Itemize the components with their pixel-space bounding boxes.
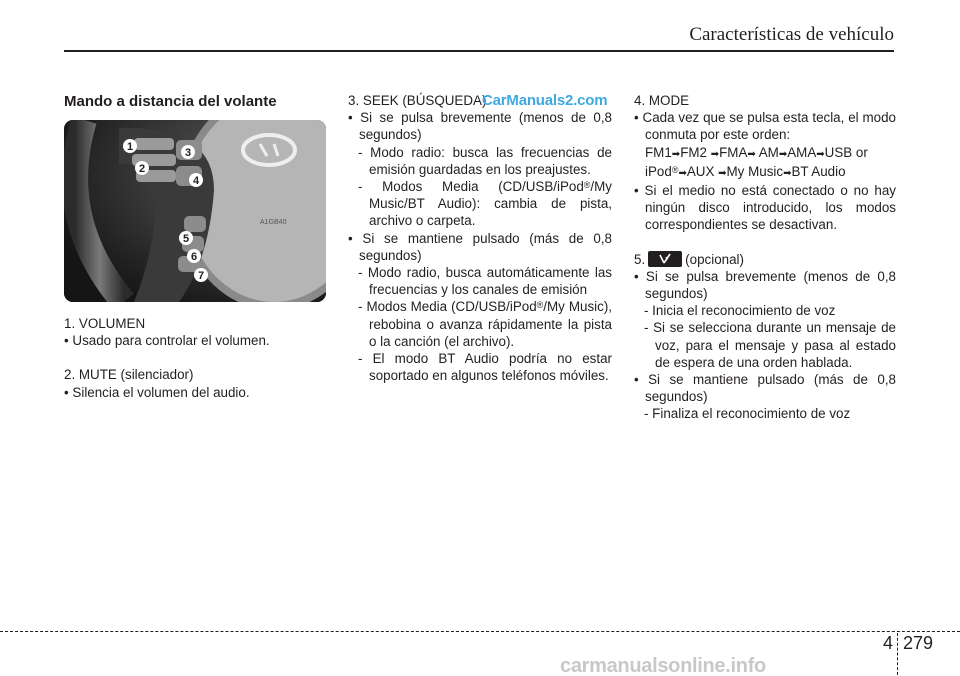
- column-2: [348, 92, 612, 384]
- item-1-bullet: • Usado para controlar el volumen.: [64, 333, 270, 349]
- steering-wheel-illustration: [64, 120, 326, 302]
- item-2-bullet: • Silencia el volumen del audio.: [64, 384, 250, 400]
- item-5-heading: 5. (opcional): [634, 251, 744, 267]
- item-3-sub-radio: - Modo radio: busca las frecuencias de emisión guardadas en los preajustes.: [358, 144, 612, 177]
- item-3-bullet-short-press: • Si se pulsa brevemente (menos de 0,8 segundos): [348, 110, 612, 143]
- spacer: [64, 349, 326, 366]
- item-5-sub-end: - Finaliza el reconocimiento de voz: [644, 406, 851, 422]
- registered-mark: ®: [671, 164, 679, 175]
- item-3-sub-media: - Modos Media (CD/USB/iPod®/My Music/BT Audio): cambia de pista, archivo o carpeta.: [358, 179, 612, 229]
- steering-wheel-photo: [64, 120, 326, 302]
- item-3-heading: 3. SEEK (BÚSQUEDA): [348, 93, 487, 108]
- item-2-heading: 2. MUTE (silenciador): [64, 367, 194, 383]
- column-1: [64, 92, 326, 401]
- item-1-heading: 1. VOLUMEN: [64, 316, 146, 331]
- page-separator: [897, 633, 898, 675]
- column-3: [634, 92, 896, 423]
- item-3-sub-radio-auto: - Modo radio, busca automáticamente las frecuencias y los canales de emisión: [358, 265, 612, 298]
- registered-mark: ®: [583, 180, 591, 191]
- callout-2: 2: [138, 163, 146, 175]
- item-4-bullet-cycle: • Cada vez que se pulsa esta tecla, el modo conmuta por este orden:: [634, 110, 896, 143]
- registered-mark: ®: [536, 300, 544, 311]
- voice-recognition-icon: [648, 251, 682, 267]
- chapter-number: 4: [883, 633, 894, 653]
- section-title: Mando a distancia del volante: [64, 93, 277, 110]
- watermark-top: CarManuals2.com: [482, 92, 608, 109]
- item-4-heading: 4. MODE: [634, 93, 690, 108]
- mode-sequence: FM1➡FM2 ➡FMA➡ AM➡AMA➡USB or iPod®➡AUX ➡My Music➡BT Audio: [645, 144, 868, 179]
- callout-7: 7: [197, 270, 205, 282]
- watermark-bottom: carmanualsonline.info: [560, 655, 766, 676]
- item-3-sub-media-rewind: - Modos Media (CD/USB/iPod®/My Music), rebobina o avanza rápidamente la pista o la canción (el archivo).: [358, 299, 612, 349]
- callout-4: 4: [192, 175, 200, 187]
- callout-3: 3: [184, 147, 192, 159]
- header-rule: [64, 50, 894, 52]
- callout-6: 6: [190, 251, 198, 263]
- badge-text: A1GB40: [260, 219, 287, 226]
- item-4-bullet-no-media: • Si el medio no está conectado o no hay ningún disco introducido, los modos correspondientes se desactivan.: [634, 183, 896, 233]
- item-5-bullet-long-press: • Si se mantiene pulsado (más de 0,8 segundos): [634, 372, 896, 405]
- item-3-sub-bt-note: - El modo BT Audio podría no estar soportado en algunos teléfonos móviles.: [358, 351, 612, 384]
- footer-rule: [0, 631, 960, 632]
- page-number: 279: [903, 633, 934, 653]
- callout-1: 1: [126, 141, 134, 153]
- callout-5: 5: [182, 233, 190, 245]
- item-5-bullet-short-press: • Si se pulsa brevemente (menos de 0,8 segundos): [634, 268, 896, 302]
- item-5-sub-start: - Inicia el reconocimiento de voz: [644, 303, 836, 319]
- spacer: [634, 234, 896, 251]
- item-3-bullet-long-press: • Si se mantiene pulsado (más de 0,8 segundos): [348, 230, 612, 263]
- header-title: Características de vehículo: [689, 24, 894, 45]
- item-5-sub-during-message: - Si se selecciona durante un mensaje de voz, para el mensaje y pasa al estado de espera de una orden hablada.: [644, 320, 896, 370]
